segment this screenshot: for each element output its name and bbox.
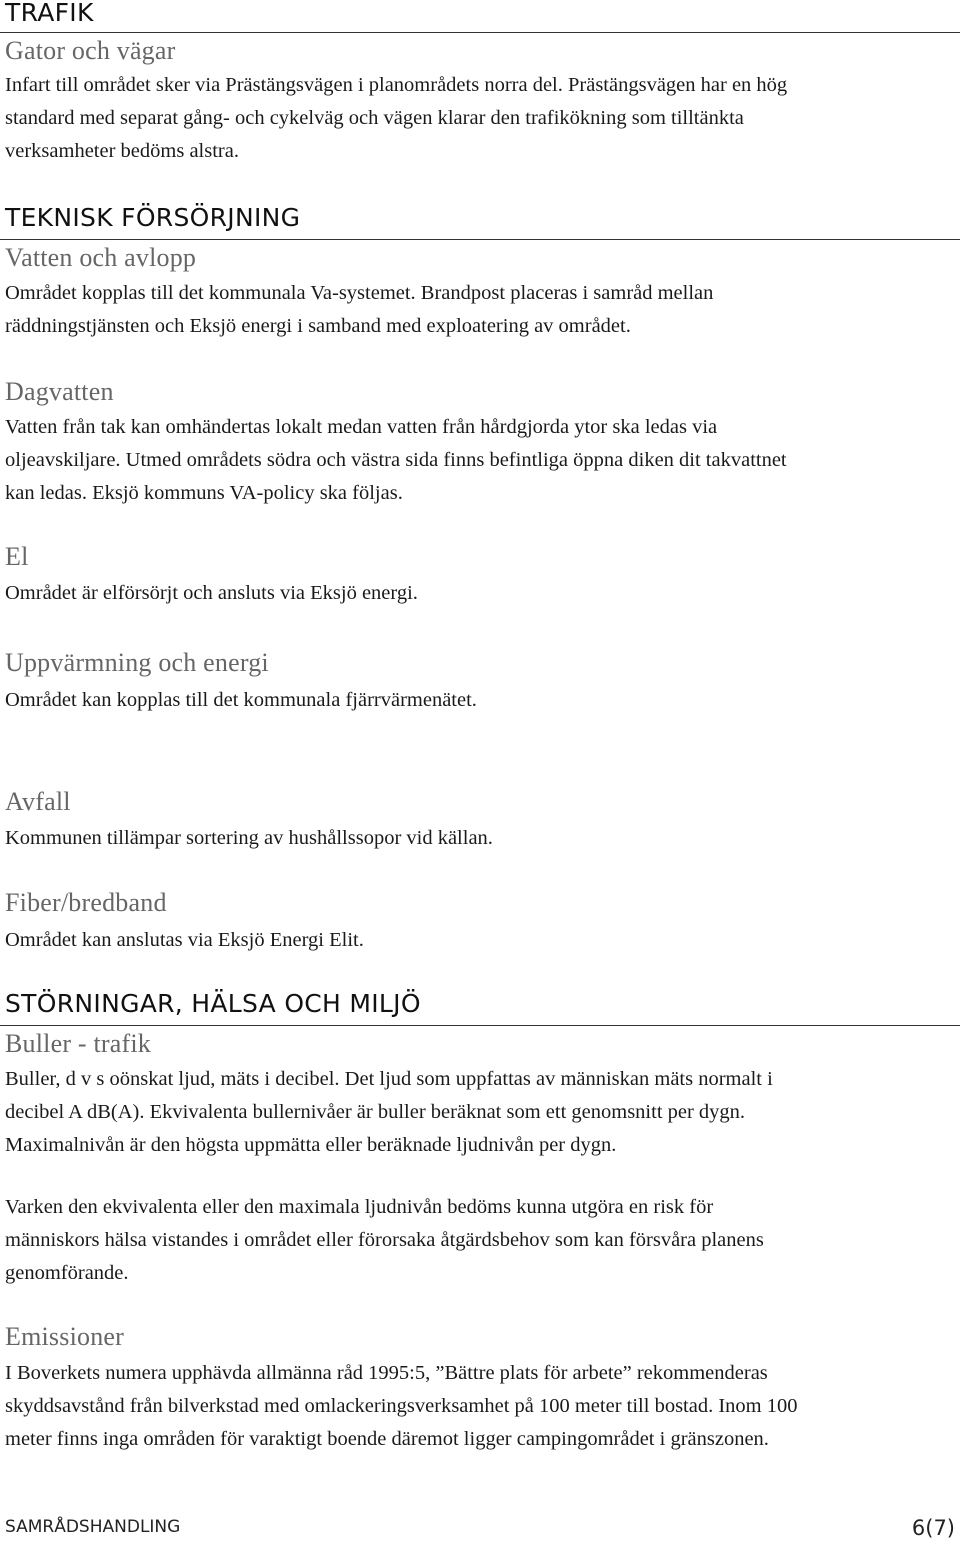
footer-page-number: 6(7)	[911, 1516, 955, 1540]
paragraph-uppvarmning	[5, 684, 477, 717]
paragraph-line: verksamheter bedöms alstra.	[5, 140, 239, 162]
paragraph-line: Området kan anslutas via Eksjö Energi Elit.	[5, 929, 364, 951]
section-title-storningar: STÖRNINGAR, HÄLSA OCH MILJÖ	[5, 989, 421, 1018]
paragraph-line: meter finns inga områden för varaktigt boende däremot ligger campingområdet i gränszonen.	[5, 1428, 769, 1450]
subheading-buller-trafik: Buller - trafik	[5, 1029, 151, 1058]
section-divider	[0, 239, 960, 240]
subheading-vatten-och-avlopp: Vatten och avlopp	[5, 243, 197, 272]
subheading-avfall: Avfall	[5, 787, 71, 816]
paragraph-line: genomförande.	[5, 1262, 129, 1284]
paragraph-line: Området kan kopplas till det kommunala fjärrvärmenätet.	[5, 689, 477, 711]
footer-document-type: SAMRÅDSHANDLING	[5, 1517, 181, 1537]
paragraph-line: kan ledas. Eksjö kommuns VA-policy ska följas.	[5, 482, 403, 504]
paragraph-buller-2	[5, 1191, 764, 1290]
paragraph-el	[5, 577, 418, 610]
paragraph-line: standard med separat gång- och cykelväg och vägen klarar den trafikökning som tilltänkta	[5, 107, 744, 129]
subheading-fiber-bredband: Fiber/bredband	[5, 888, 167, 917]
paragraph-vatten	[5, 277, 713, 343]
paragraph-dagvatten	[5, 411, 787, 510]
paragraph-line: Varken den ekvivalenta eller den maximala ljudnivån bedöms kunna utgöra en risk för	[5, 1196, 714, 1218]
paragraph-line: Området är elförsörjt och ansluts via Eksjö energi.	[5, 582, 418, 604]
paragraph-line: människors hälsa vistandes i området eller förorsaka åtgärdsbehov som kan försvåra planens	[5, 1229, 764, 1251]
subheading-gator-och-vagar: Gator och vägar	[5, 36, 176, 65]
paragraph-line: Infart till området sker via Prästängsvägen i planområdets norra del. Prästängsvägen har en hög	[5, 74, 788, 96]
paragraph-emissioner	[5, 1357, 797, 1456]
paragraph-fiber	[5, 924, 364, 957]
paragraph-line: decibel A dB(A). Ekvivalenta bullernivåer är buller beräknat som ett genomsnitt per dygn.	[5, 1101, 746, 1123]
subheading-dagvatten: Dagvatten	[5, 377, 114, 406]
paragraph-line: Vatten från tak kan omhändertas lokalt medan vatten från hårdgjorda ytor ska ledas via	[5, 416, 718, 438]
paragraph-line: skyddsavstånd från bilverkstad med omlackeringsverksamhet på 100 meter till bostad. Inom 100	[5, 1395, 798, 1417]
paragraph-avfall	[5, 822, 493, 855]
section-title-trafik: TRAFIK	[5, 0, 94, 27]
section-title-teknisk-forsorjning: TEKNISK FÖRSÖRJNING	[5, 203, 301, 232]
subheading-emissioner: Emissioner	[5, 1322, 124, 1351]
paragraph-gator	[5, 69, 787, 168]
section-divider	[0, 32, 960, 33]
paragraph-line: Maximalnivån är den högsta uppmätta eller beräknade ljudnivån per dygn.	[5, 1134, 617, 1156]
paragraph-buller	[5, 1063, 773, 1162]
paragraph-line: Buller, d v s oönskat ljud, mäts i decibel. Det ljud som uppfattas av människan mäts normalt i	[5, 1068, 773, 1090]
paragraph-line: räddningstjänsten och Eksjö energi i samband med exploatering av området.	[5, 315, 631, 337]
paragraph-line: Kommunen tillämpar sortering av hushållssopor vid källan.	[5, 827, 493, 849]
subheading-uppvarmning: Uppvärmning och energi	[5, 648, 269, 677]
paragraph-line: I Boverkets numera upphävda allmänna råd 1995:5, ”Bättre plats för arbete” rekommenderas	[5, 1362, 768, 1384]
paragraph-line: Området kopplas till det kommunala Va-systemet. Brandpost placeras i samråd mellan	[5, 282, 714, 304]
section-divider	[0, 1025, 960, 1026]
paragraph-line: oljeavskiljare. Utmed områdets södra och västra sida finns befintliga öppna diken dit takvattnet	[5, 449, 787, 471]
subheading-el: El	[5, 542, 29, 571]
